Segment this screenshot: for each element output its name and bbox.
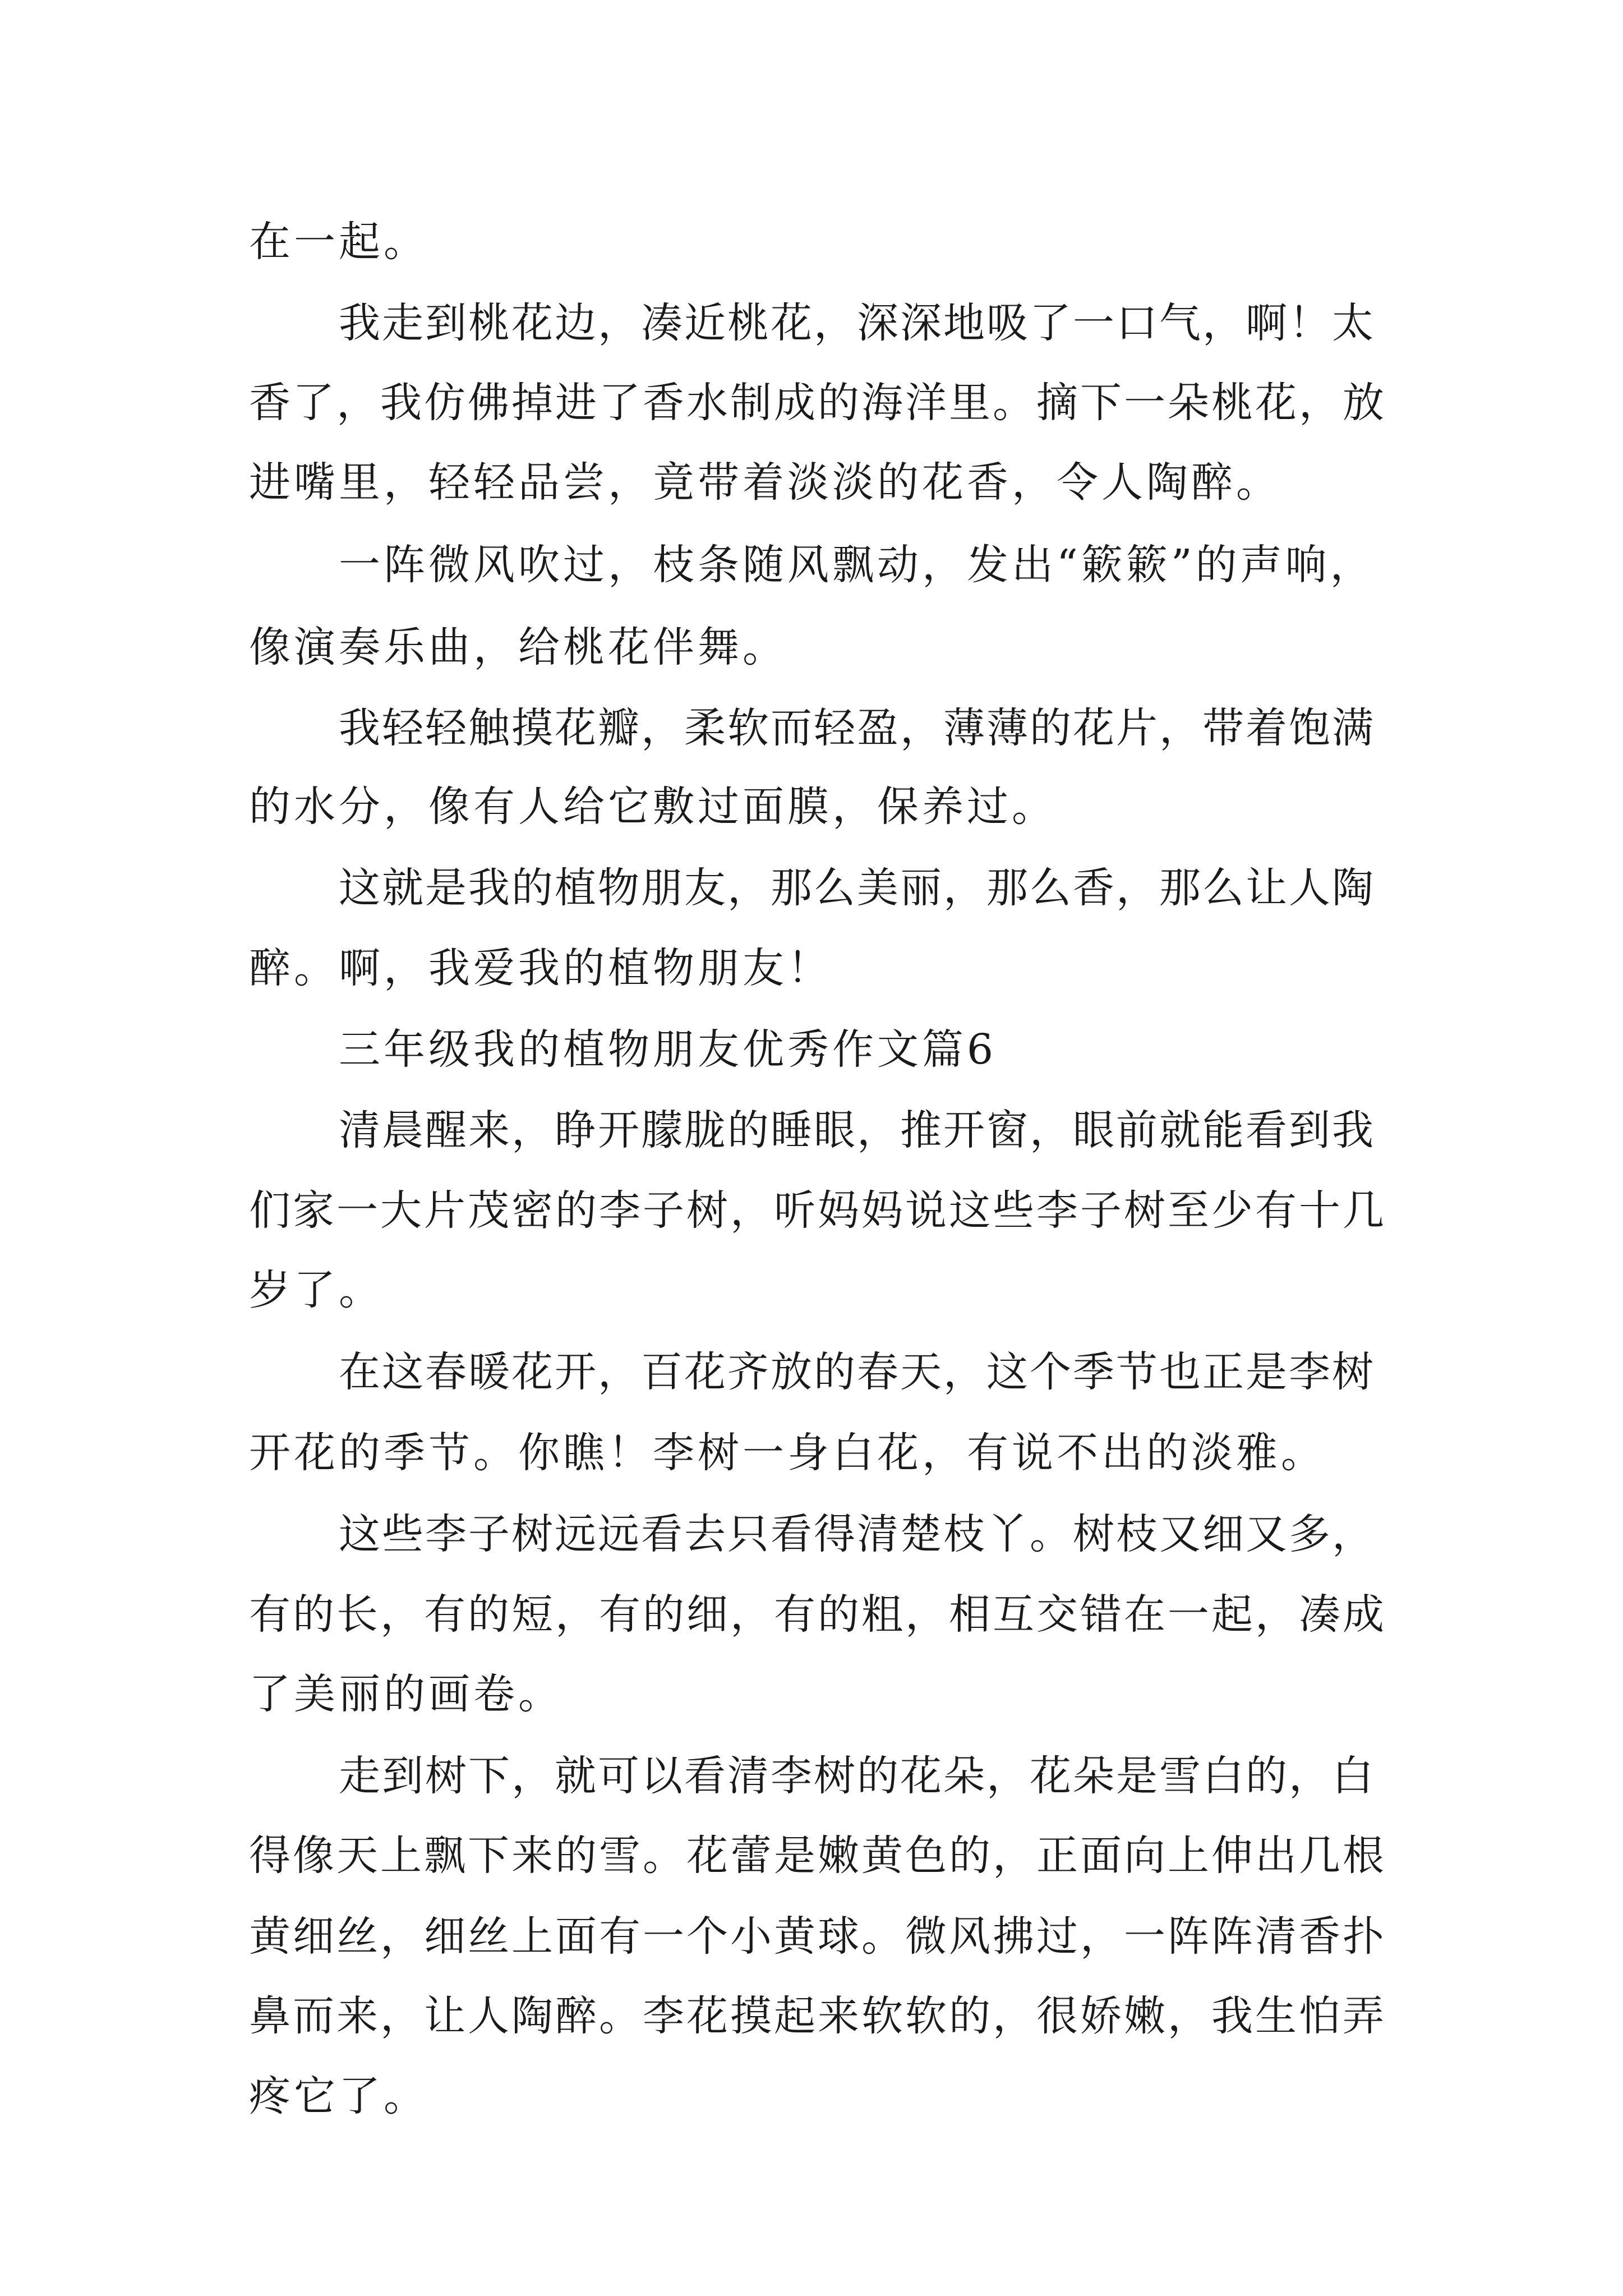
text-line: 黄细丝，细丝上面有一个小黄球。微风拂过，一阵阵清香扑 (249, 1912, 1386, 1961)
text-line: 我轻轻触摸花瓣，柔软而轻盈，薄薄的花片，带着饱满 (339, 704, 1375, 752)
text-line: 清晨醒来，睁开朦胧的睡眼，推开窗，眼前就能看到我 (339, 1106, 1375, 1154)
text-line: 鼻而来，让人陶醉。李花摸起来软软的，很娇嫩，我生怕弄 (249, 1992, 1386, 2040)
text-line: 走到树下，就可以看清李树的花朵，花朵是雪白的，白 (339, 1752, 1375, 1800)
text-line: 像演奏乐曲，给桃花伴舞。 (249, 623, 787, 671)
text-line: 得像天上飘下来的雪。花蕾是嫩黄色的，正面向上伸出几根 (249, 1832, 1386, 1880)
text-line: 的水分，像有人给它敷过面膜，保养过。 (249, 783, 1057, 831)
text-line: 香了，我仿佛掉进了香水制成的海洋里。摘下一朵桃花，放 (249, 379, 1386, 427)
text-line: 一阵微风吹过，枝条随风飘动，发出“簌簌”的声响， (339, 541, 1375, 589)
text-line: 这就是我的植物朋友，那么美丽，那么香，那么让人陶 (339, 864, 1375, 912)
text-line: 开花的季节。你瞧！李树一身白花，有说不出的淡雅。 (249, 1429, 1326, 1477)
text-line: 有的长，有的短，有的细，有的粗，相互交错在一起，凑成 (249, 1590, 1386, 1639)
text-line: 了美丽的画卷。 (249, 1670, 563, 1718)
text-line: 岁了。 (249, 1266, 384, 1314)
text-line: 疼它了。 (249, 2072, 428, 2120)
text-line: 这些李子树远远看去只看得清楚枝丫。树枝又细又多， (339, 1510, 1375, 1558)
text-line: 我走到桃花边，凑近桃花，深深地吸了一口气，啊！太 (339, 299, 1375, 347)
section-heading: 三年级我的植物朋友优秀作文篇6 (339, 1025, 997, 1074)
text-line: 进嘴里，轻轻品尝，竟带着淡淡的花香，令人陶醉。 (249, 458, 1281, 507)
text-line: 在这春暖花开，百花齐放的春天，这个季节也正是李树 (339, 1348, 1375, 1396)
text-line: 们家一大片茂密的李子树，听妈妈说这些李子树至少有十几 (249, 1186, 1386, 1235)
text-line: 在一起。 (249, 218, 428, 266)
text-line: 醉。啊，我爱我的植物朋友！ (249, 944, 832, 992)
